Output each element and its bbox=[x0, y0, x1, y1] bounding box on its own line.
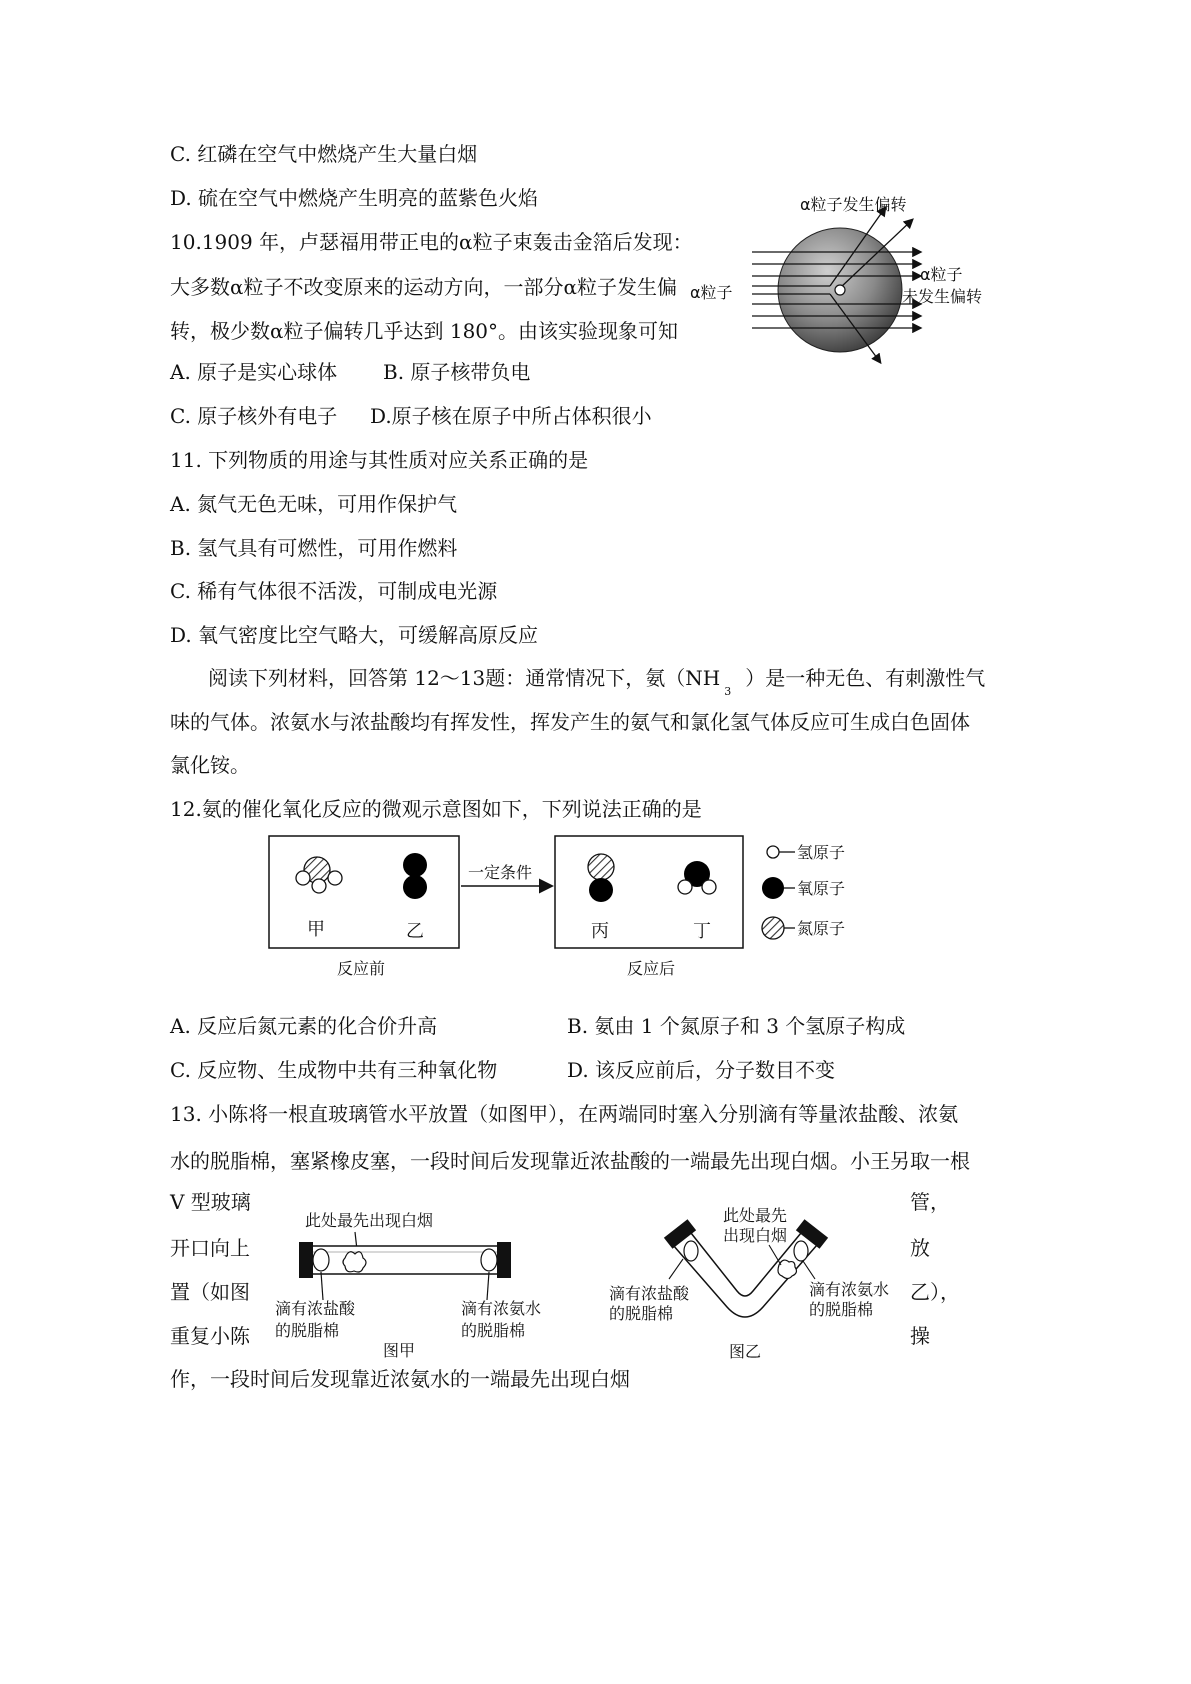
label-alpha-incoming: α粒子 bbox=[690, 283, 733, 302]
figure-yi-v-tube bbox=[605, 1203, 925, 1363]
label-yi: 乙 bbox=[406, 921, 424, 942]
legend-nitrogen: 氮原子 bbox=[797, 919, 846, 938]
jia-left-label-2: 的脱脂棉 bbox=[275, 1321, 340, 1340]
q9-option-d: D. 硫在空气中燃烧产生明亮的蓝紫色火焰 bbox=[170, 186, 539, 210]
q12-stem: 12.氨的催化氧化反应的微观示意图如下，下列说法正确的是 bbox=[170, 797, 702, 821]
jia-right-label-2: 的脱脂棉 bbox=[461, 1321, 526, 1340]
label-before: 反应前 bbox=[337, 959, 386, 978]
nh3-subscript: 3 bbox=[724, 685, 732, 698]
reading-line3: 氯化铵。 bbox=[170, 753, 250, 777]
q10-stem-line1: 10.1909 年，卢瑟福用带正电的α粒子束轰击金箔后发现： bbox=[170, 230, 693, 254]
q13-left-1: V 型玻璃 bbox=[170, 1190, 251, 1214]
yi-top-label-2: 出现白烟 bbox=[723, 1226, 788, 1245]
reading-line2: 味的气体。浓氨水与浓盐酸均有挥发性，挥发产生的氨气和氯化氢气体反应可生成白色固体 bbox=[170, 710, 970, 734]
alpha-scattering-figure bbox=[680, 190, 1000, 380]
yi-right-label-1: 滴有浓氨水 bbox=[809, 1280, 890, 1299]
label-bing: 丙 bbox=[591, 921, 609, 942]
q12-option-a: A. 反应后氮元素的化合价升高 bbox=[170, 1014, 438, 1038]
q13-right-1: 管， bbox=[910, 1190, 950, 1214]
label-jia: 甲 bbox=[307, 919, 325, 940]
before-box bbox=[269, 836, 459, 948]
molecule-o2 bbox=[403, 853, 427, 899]
nucleus bbox=[835, 285, 845, 295]
q12-option-b: B. 氨由 1 个氮原子和 3 个氢原子构成 bbox=[567, 1014, 906, 1038]
label-alpha-deflect: α粒子发生偏转 bbox=[800, 195, 907, 214]
label-after: 反应后 bbox=[627, 959, 676, 978]
q10-option-c: C. 原子核外有电子 bbox=[170, 404, 338, 428]
q13-last-line: 作，一段时间后发现靠近浓氨水的一端最先出现白烟 bbox=[170, 1367, 630, 1391]
q11-option-d: D. 氧气密度比空气略大，可缓解高原反应 bbox=[170, 623, 539, 647]
yi-caption: 图乙 bbox=[729, 1342, 762, 1361]
q9-option-c: C. 红磷在空气中燃烧产生大量白烟 bbox=[170, 142, 478, 166]
label-alpha-straight-1: α粒子 bbox=[920, 265, 963, 284]
q13-left-4: 重复小陈 bbox=[170, 1324, 250, 1348]
q11-option-b: B. 氢气具有可燃性，可用作燃料 bbox=[170, 536, 458, 560]
jia-caption: 图甲 bbox=[383, 1341, 416, 1360]
q10-stem-line2: 大多数α粒子不改变原来的运动方向，一部分α粒子发生偏 bbox=[170, 275, 678, 299]
reading-line1-text: 阅读下列材料，回答第 12～13题：通常情况下，氨（NH bbox=[208, 666, 721, 690]
yi-left-label-2: 的脱脂棉 bbox=[609, 1304, 674, 1323]
q11-option-a: A. 氮气无色无味，可用作保护气 bbox=[170, 492, 458, 516]
q10-option-b: B. 原子核带负电 bbox=[383, 360, 531, 384]
ammonia-oxidation-figure bbox=[265, 832, 885, 982]
label-ding: 丁 bbox=[693, 921, 711, 942]
after-box bbox=[555, 836, 743, 948]
reading-line1 bbox=[208, 666, 986, 698]
q12-option-d: D. 该反应前后，分子数目不变 bbox=[567, 1058, 836, 1082]
label-alpha-straight-2: 未发生偏转 bbox=[902, 287, 983, 306]
jia-left-label-1: 滴有浓盐酸 bbox=[275, 1299, 356, 1318]
q13-left-3: 置（如图 bbox=[170, 1280, 250, 1304]
legend bbox=[762, 843, 845, 939]
yi-right-label-2: 的脱脂棉 bbox=[809, 1300, 874, 1319]
q13-left-2: 开口向上 bbox=[170, 1236, 250, 1260]
reading-line1-text-b: ）是一种无色、有刺激性气 bbox=[745, 666, 986, 690]
q13-right-4: 操 bbox=[910, 1324, 930, 1348]
q10-option-a: A. 原子是实心球体 bbox=[170, 360, 338, 384]
jia-top-label: 此处最先出现白烟 bbox=[305, 1211, 434, 1230]
jia-right-label-1: 滴有浓氨水 bbox=[461, 1299, 542, 1318]
q13-stem-line1: 13. 小陈将一根直玻璃管水平放置（如图甲），在两端同时塞入分别滴有等量浓盐酸、浓氨 bbox=[170, 1102, 959, 1126]
molecule-no bbox=[588, 854, 614, 902]
q10-stem-line3: 转，极少数α粒子偏转几乎达到 180°。由该实验现象可知 bbox=[170, 319, 679, 343]
yi-top-label-1: 此处最先 bbox=[723, 1206, 788, 1225]
legend-hydrogen: 氢原子 bbox=[797, 843, 846, 862]
legend-oxygen: 氧原子 bbox=[797, 879, 846, 898]
figure-jia-straight-tube bbox=[265, 1208, 565, 1368]
q10-option-d: D.原子核在原子中所占体积很小 bbox=[370, 404, 652, 428]
q13-right-3: 乙）， bbox=[910, 1280, 960, 1304]
q12-option-c: C. 反应物、生成物中共有三种氧化物 bbox=[170, 1058, 498, 1082]
arrow-label: 一定条件 bbox=[468, 863, 533, 882]
q13-stem-line2: 水的脱脂棉，塞紧橡皮塞，一段时间后发现靠近浓盐酸的一端最先出现白烟。小王另取一根 bbox=[170, 1149, 970, 1173]
molecule-h2o bbox=[678, 861, 716, 894]
molecule-nh3 bbox=[296, 857, 342, 893]
q13-right-2: 放 bbox=[910, 1236, 930, 1260]
yi-left-label-1: 滴有浓盐酸 bbox=[609, 1284, 690, 1303]
q11-option-c: C. 稀有气体很不活泼，可制成电光源 bbox=[170, 579, 498, 603]
q11-stem: 11. 下列物质的用途与其性质对应关系正确的是 bbox=[170, 448, 589, 472]
